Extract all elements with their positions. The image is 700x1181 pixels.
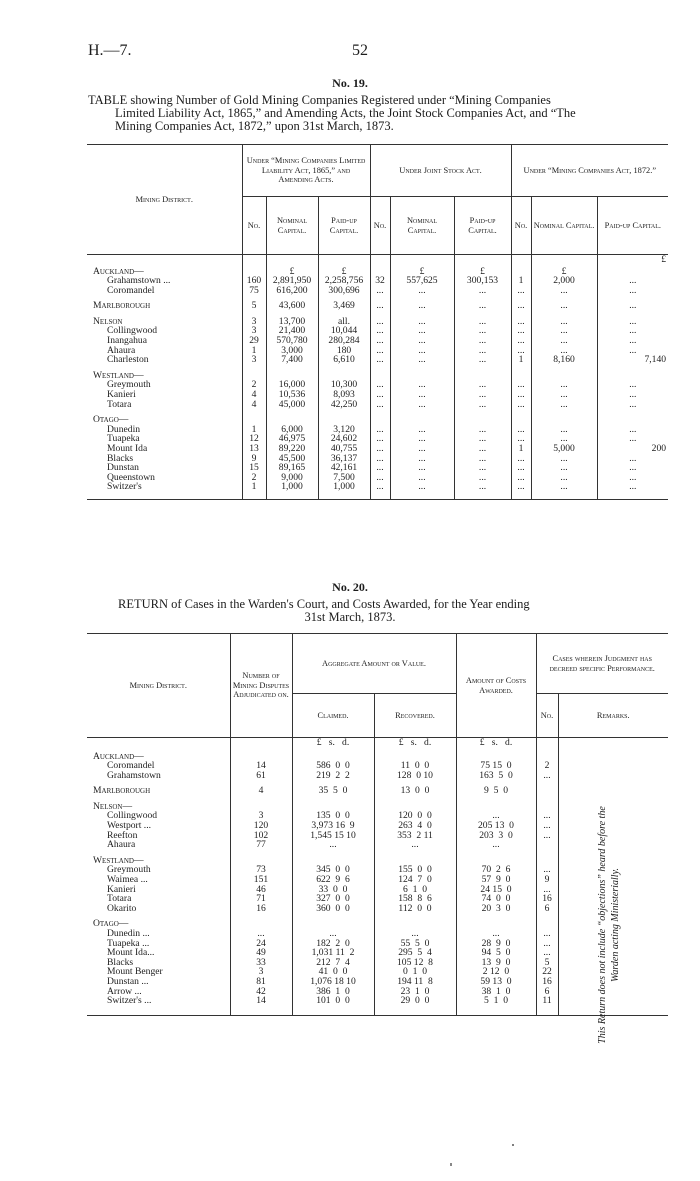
page-header-ref: H.—7. (88, 42, 132, 59)
t19-row-collingwood: Collingwood 3 21,400 10,044 ... ... ... ... ... ... (87, 326, 668, 336)
pound-symbol: £ (531, 267, 597, 277)
t20-recovered-header: Recovered. (374, 694, 456, 738)
t20-aggregate-header: Aggregate Amount or Value. (292, 634, 456, 694)
t19-row-ahaura: Ahaura 1 3,000 180 ... ... ... ... ... ... (87, 346, 668, 356)
region-auckland: Auckland— (93, 265, 144, 277)
t19-row-mountida: Mount Ida 13 89,220 40,755 ... ... ... 1 5,000 200 (107, 443, 667, 454)
t20-row-waimea: Waimea ... 151 622 9 6 124 7 0 57 9 0 9 (87, 875, 668, 885)
t20-no-header: No. (536, 694, 558, 738)
t20-row-dunstan: Dunstan ... 81 1,076 18 10 194 11 8 59 13 0 16 (87, 977, 668, 987)
t19-nominal-header: Nominal Capital. (531, 197, 597, 255)
t19-row-dunstan: Dunstan 15 89,165 42,161 ... ... ... ... ... ... (87, 463, 668, 473)
t19-district-header: Mining District. (87, 145, 242, 255)
lsd-units: £ s. d. (292, 738, 374, 752)
t20-remarks-header: Remarks. (558, 694, 668, 738)
t19-paid-header: Paid-up Capital. (454, 197, 511, 255)
table20-title-line1: RETURN of Cases in the Warden's Court, and Costs Awarded, for the Year ending (118, 597, 530, 611)
t20-costs-header: Amount of Costs Awarded. (456, 634, 536, 738)
t19-paid-header: Paid-up Capital. (597, 197, 668, 255)
table19-title-line1: TABLE showing Number of Gold Mining Companies Registered under “Mining Companies (88, 93, 551, 107)
t19-row-greymouth: Greymouth 2 16,000 10,300 ... ... ... ... ... ... (87, 380, 668, 390)
t20-row-marlborough: Marlborough 4 35 5 0 13 0 0 9 5 0 (87, 786, 668, 796)
t20-row-reefton: Reefton 102 1,545 15 10 353 2 11 203 3 0 ... (87, 831, 668, 841)
t19-row-dunedin: Dunedin 1 6,000 3,120 ... ... ... ... ... ... (87, 425, 668, 435)
table19-number: No. 19. (332, 76, 368, 90)
t20-row-grahamstown: Grahamstown 61 219 2 2 128 0 10 163 5 0 ... (87, 771, 668, 781)
t20-claimed-header: Claimed. (292, 694, 374, 738)
pound-symbol: £ (597, 255, 668, 267)
t19-no-header: No. (511, 197, 531, 255)
t19-row-coromandel: Coromandel 75 616,200 300,696 ... ... ... ... ... ... (87, 286, 668, 296)
region-auckland: Auckland— (93, 750, 144, 762)
t19-row-charleston: Charleston 3 7,400 6,610 ... ... ... 1 8,160 7,140 (107, 354, 667, 366)
region-nelson: Nelson— (93, 800, 133, 812)
t20-row-switzers: Switzer's ... 14 101 0 0 29 0 0 5 1 0 11 (87, 996, 668, 1006)
t19-row-marlborough: Marlborough 5 43,600 3,469 ... ... ... ... ... ... (87, 301, 668, 311)
t19-row-nelson: Nelson 3 13,700 all. ... ... ... ... ... ... (87, 317, 668, 327)
t20-row-ahaura: Ahaura 77 ... ... ... (87, 840, 668, 850)
t19-row-grahamstown: Grahamstown ... 160 2,891,950 2,258,756 32 557,625 300,153 1 2,000 ... (87, 276, 668, 286)
t20-row-blacks: Blacks 33 212 7 4 105 12 8 13 9 0 5 (87, 958, 668, 968)
t20-row-arrow: Arrow ... 42 386 1 0 23 1 0 38 1 0 6 (87, 987, 668, 997)
t19-no-header: No. (242, 197, 266, 255)
region-otago: Otago— (93, 414, 129, 426)
region-westland: Westland— (93, 854, 144, 866)
t20-row-coromandel: Coromandel 14 586 0 0 11 0 0 75 15 0 2 (87, 761, 668, 771)
t20-row-mountbenger: Mount Benger 3 41 0 0 0 1 0 2 12 0 22 (87, 967, 668, 977)
t19-no-header: No. (370, 197, 390, 255)
t20-row-mountida: Mount Ida... 49 1,031 11 2 295 5 4 94 5 0 ... (87, 948, 668, 958)
t20-row-dunedin: Dunedin ... ... ... ... ... ... (87, 929, 668, 939)
region-westland: Westland— (93, 369, 144, 381)
lsd-units: £ s. d. (374, 738, 456, 752)
table19-title-line3: Mining Companies Act, 1872,” upon 31st March, 1873. (115, 119, 394, 133)
table20-title-line2: 31st March, 1873. (304, 610, 396, 624)
t20-row-kanieri: Kanieri 46 33 0 0 6 1 0 24 15 0 ... (87, 885, 668, 895)
t20-row-okarito: Okarito 16 360 0 0 112 0 0 20 3 0 6 (87, 904, 668, 914)
t20-row-collingwood: Collingwood 3 135 0 0 120 0 0 ... ... (87, 811, 668, 821)
remarks-note-line1: This Return does not include “objections” heard before the (597, 806, 608, 1044)
pound-symbol: £ (318, 267, 370, 277)
pound-symbol: £ (454, 267, 511, 277)
t20-row-totara: Totara 71 327 0 0 158 8 6 74 0 0 16 (87, 894, 668, 904)
t19-row-inangahua: Inangahua 29 570,780 280,284 ... ... ... ... ... ... (87, 336, 668, 346)
t19-row-switzers: Switzer's 1 1,000 1,000 ... ... ... ... ... ... (87, 482, 668, 492)
table19 (87, 144, 668, 500)
table20 (87, 633, 668, 1016)
t19-group1-header: Under “Mining Companies Limited Liability Act, 1865,” and Amending Acts. (242, 145, 370, 197)
t19-nominal-header: Nominal Capital. (390, 197, 454, 255)
t19-group2-header: Under Joint Stock Act. (370, 145, 511, 197)
t19-row-tuapeka: Tuapeka 12 46,975 24,602 ... ... ... ... ... ... (87, 434, 668, 444)
remarks-note-line2: Warden acting Ministerially. (610, 868, 621, 982)
t19-row-queenstown: Queenstown 2 9,000 7,500 ... ... ... ... ... ... (87, 473, 668, 483)
region-otago: Otago— (93, 918, 129, 930)
t19-row-totara: Totara 4 45,000 42,250 ... ... ... ... ... ... (87, 400, 668, 410)
pound-symbol: £ (266, 267, 318, 277)
lsd-units: £ s. d. (456, 738, 536, 752)
t19-group3-header: Under “Mining Companies Act, 1872.” (511, 145, 668, 197)
table20-number: No. 20. (332, 580, 368, 594)
t19-nominal-header: Nominal Capital. (266, 197, 318, 255)
t19-row-kanieri: Kanieri 4 10,536 8,093 ... ... ... ... ... ... (87, 390, 668, 400)
t20-disputes-header: Number of Mining Disputes Adjudicated on. (230, 634, 292, 738)
t19-paid-header: Paid-up Capital. (318, 197, 370, 255)
t19-row-blacks: Blacks 9 45,500 36,137 ... ... ... ... ... ... (87, 454, 668, 464)
t20-row-greymouth: Greymouth 73 345 0 0 155 0 0 70 2 6 ... (87, 865, 668, 875)
t20-district-header: Mining District. (87, 634, 230, 738)
page-number: 52 (352, 42, 368, 59)
t20-row-westport: Westport ... 120 3,973 16 9 263 4 0 205 13 0 ... (87, 821, 668, 831)
pound-symbol: £ (390, 267, 454, 277)
t20-cases-header: Cases wherein Judgment has decreed specific Performance. (536, 634, 668, 694)
ink-speck (512, 1144, 514, 1146)
table19-title-line2: Limited Liability Act, 1865,” and Amending Acts, the Joint Stock Companies Act, and “The (115, 106, 576, 120)
t20-row-tuapeka: Tuapeka ... 24 182 2 0 55 5 0 28 9 0 ... (87, 939, 668, 949)
ink-speck (450, 1163, 452, 1166)
